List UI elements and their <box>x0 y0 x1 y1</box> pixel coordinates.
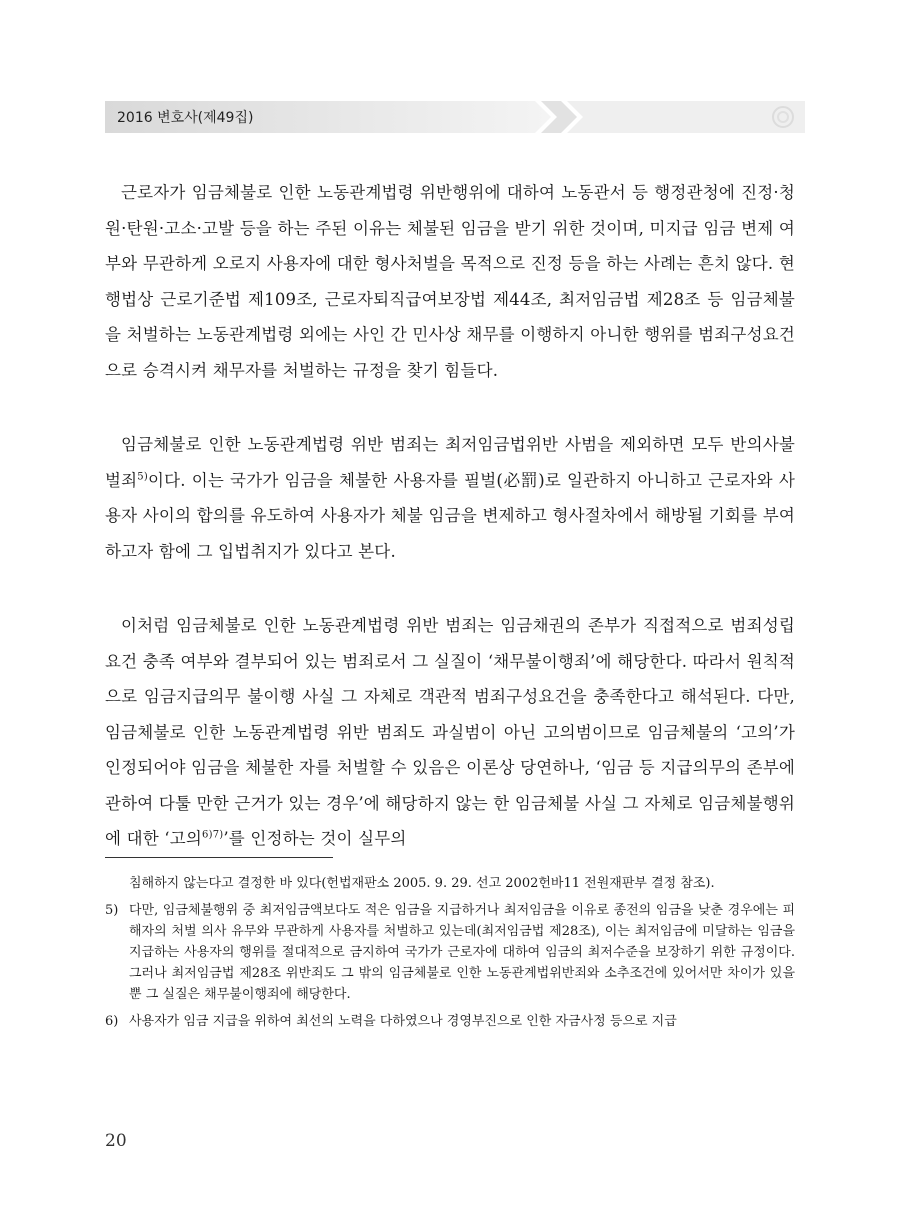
header-title: 2016 변호사(제49집) <box>117 110 254 126</box>
footnote-text: 사용자가 임금 지급을 위하여 최선의 노력을 다하였으나 경영부진으로 인한 자금사정 등으로 지급 <box>129 1014 677 1029</box>
paragraph-3-text-a: 이처럼 임금체불로 인한 노동관계법령 위반 범죄는 임금채권의 존부가 직접적으로 범죄성립요건 충족 여부와 결부되어 있는 범죄로서 그 실질이 ‘채무불이행죄’에 해당한다. 따라서 원칙적으로 임금지급의무 불이행 사실 그 자체로 객관적 범죄구성요건을 충족한다고 해석된다. 다만, 임금체불로 인한 노동관계법령 위반 범죄도 과실범이 아닌 고의범이므로 임금체불의 ‘고의’가 인정되어야 임금을 체불한 자를 처벌할 수 있음은 이론상 당연하나, ‘임금 등 지급의무의 존부에 관하여 다툴 만한 근거가 있는 경우’에 해당하지 않는 한 임금체불 사실 그 자체로 임금체불행위에 대한 ‘고의 <box>105 616 795 848</box>
paragraph-3 <box>105 608 795 857</box>
body-text <box>105 175 795 896</box>
footnote-5 <box>105 900 795 1005</box>
paragraph-3-text-b: ’를 인정하는 것이 실무의 <box>223 829 407 848</box>
footnote-number: 5) <box>105 903 119 918</box>
paragraph-2-text-a: 임금체불로 인한 노동관계법령 위반 범죄는 최저임금법위반 사범을 제외하면 모두 반의사불벌죄 <box>105 435 795 490</box>
footnote-ref-5: 5) <box>137 471 148 482</box>
footnote-number <box>105 873 129 894</box>
footnote-6 <box>105 1011 795 1032</box>
footnote-continued <box>105 873 795 894</box>
footnote-text: 다만, 임금체불행위 중 최저임금액보다도 적은 임금을 지급하거나 최저임금을 이유로 종전의 임금을 낮춘 경우에는 피해자의 처벌 의사 유무와 무관하게 사용자를 처벌하고 있는데(최저임금법 제28조), 이는 최저임금에 미달하는 임금을 지급하는 사용자의 행위를 절대적으로 금지하여 국가가 근로자에 대하여 임금의 최저수준을 보장하기 위한 규정이다. 그러나 최저임금법 제28조 위반죄도 그 밖의 임금체불로 인한 노동관계법위반죄와 소추조건에 있어서만 차이가 있을 뿐 그 실질은 채무불이행죄에 해당한다. <box>129 903 795 1002</box>
footnotes <box>105 873 795 1038</box>
footnote-ref-6-7: 6)7) <box>202 829 224 841</box>
page-number: 20 <box>105 1131 127 1151</box>
running-header <box>105 101 805 133</box>
footnote-divider <box>105 857 333 858</box>
paragraph-1: 근로자가 임금체불로 인한 노동관계법령 위반행위에 대하여 노동관서 등 행정관청에 진정·청원·탄원·고소·고발 등을 하는 주된 이유는 체불된 임금을 받기 위한 것이며, 미지급 임금 변제 여부와 무관하게 오로지 사용자에 대한 형사처벌을 목적으로 진정 등을 하는 사례는 흔치 않다. 현행법상 근로기준법 제109조, 근로자퇴직급여보장법 제44조, 최저임금법 제28조 등 임금체불을 처벌하는 노동관계법령 외에는 사인 간 민사상 채무를 이행하지 아니한 행위를 범죄구성요건으로 승격시켜 채무자를 처벌하는 규정을 찾기 힘들다. <box>105 183 795 380</box>
footnote-text: 침해하지 않는다고 결정한 바 있다(헌법재판소 2005. 9. 29. 선고 2002헌바11 전원재판부 결정 참조). <box>129 876 715 891</box>
paragraph-2-text-b: 이다. 이는 국가가 임금을 체불한 사용자를 필벌(必罰)로 일관하지 아니하고 근로자와 사용자 사이의 합의를 유도하여 사용자가 체불 임금을 변제하고 형사절차에서 해방될 기회를 부여하고자 함에 그 입법취지가 있다고 본다. <box>105 470 795 561</box>
paragraph-2 <box>105 427 795 569</box>
footnote-number: 6) <box>105 1014 119 1029</box>
